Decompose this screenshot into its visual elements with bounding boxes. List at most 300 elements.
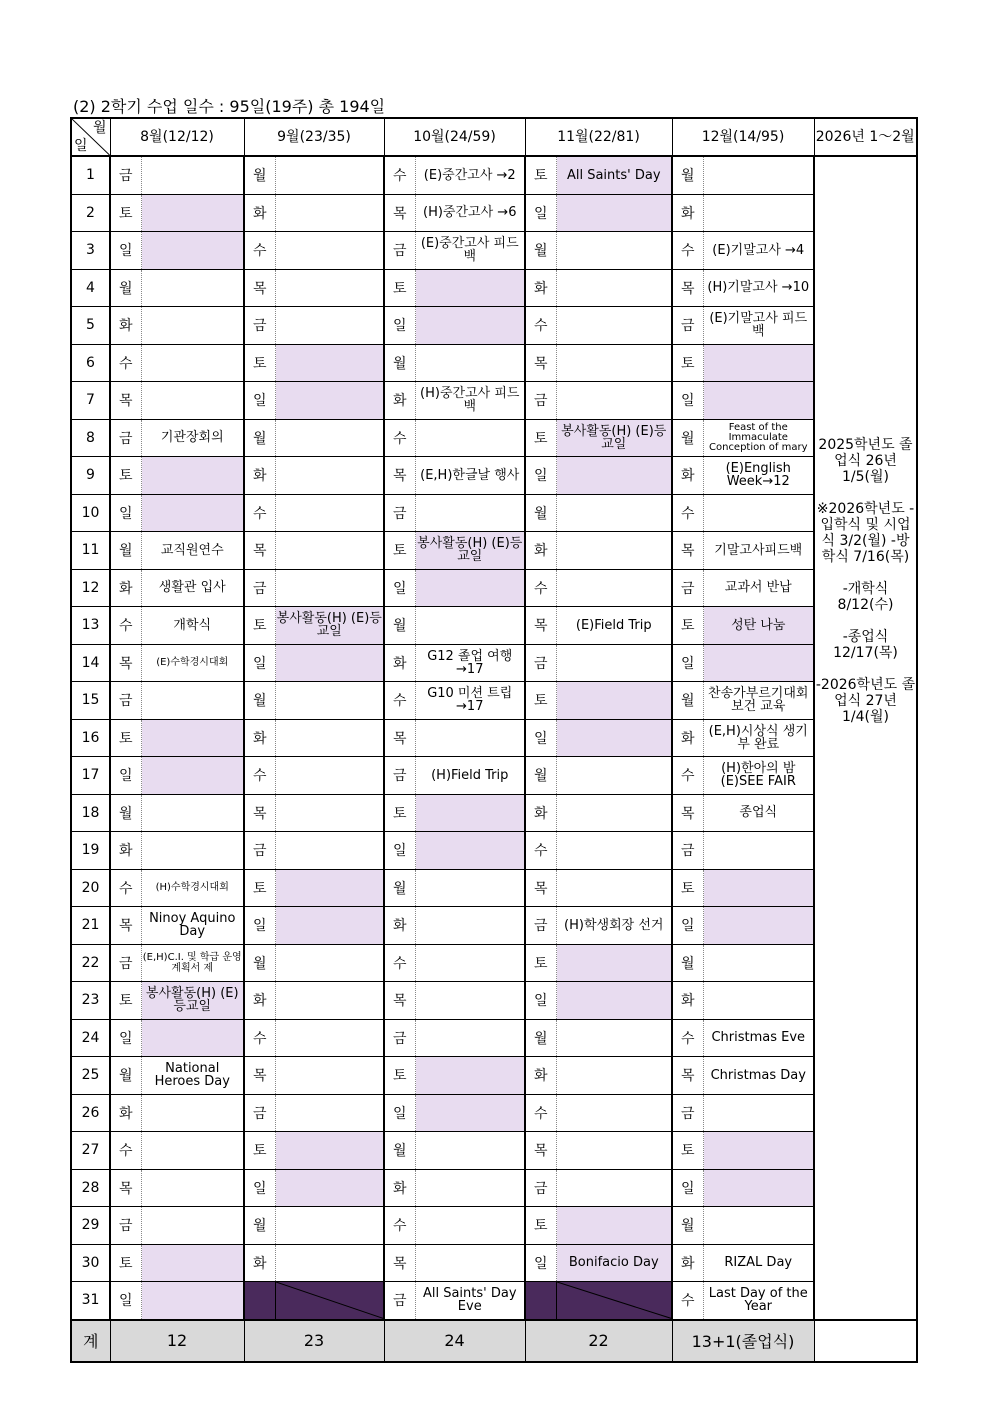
event-cell [141,232,244,270]
event-cell: 기관장회의 [141,419,244,457]
event-cell [141,1132,244,1170]
day-number: 19 [71,832,110,870]
day-number: 25 [71,1057,110,1095]
table-row [71,607,917,645]
event-cell [141,1282,244,1320]
weekday-cell: 목 [525,869,556,907]
weekday-cell: 금 [384,232,415,270]
event-cell [703,344,814,382]
weekday-cell: 월 [110,532,141,570]
event-cell [275,569,384,607]
weekday-cell: 목 [244,794,275,832]
event-cell [556,1207,672,1245]
event-cell [556,757,672,795]
weekday-cell: 목 [384,457,415,495]
table-row [71,1132,917,1170]
weekday-cell: 화 [672,982,703,1020]
event-cell: (H)한아의 밤 (E)SEE FAIR [703,757,814,795]
day-number: 14 [71,644,110,682]
table-row [71,982,917,1020]
weekday-cell: 일 [672,382,703,420]
weekday-cell: 화 [244,719,275,757]
table-row [71,569,917,607]
event-cell [275,907,384,945]
weekday-cell: 토 [110,982,141,1020]
weekday-cell: 수 [384,944,415,982]
event-cell [141,682,244,720]
day-number: 2 [71,194,110,232]
event-cell [556,794,672,832]
weekday-cell: 목 [525,607,556,645]
weekday-cell: 수 [672,757,703,795]
event-cell [141,457,244,495]
weekday-cell: 토 [672,869,703,907]
weekday-cell: 수 [525,569,556,607]
event-cell [556,532,672,570]
weekday-cell: 화 [110,1094,141,1132]
nonexistent-diagonal-line [276,1282,384,1319]
day-number: 6 [71,344,110,382]
event-cell [703,156,814,194]
event-cell [415,869,525,907]
weekday-cell: 월 [244,156,275,194]
weekday-cell: 수 [110,1132,141,1170]
weekday-cell: 월 [672,944,703,982]
weekday-cell: 토 [110,194,141,232]
weekday-cell: 일 [110,1019,141,1057]
weekday-cell: 화 [525,269,556,307]
event-cell [415,1244,525,1282]
weekday-cell: 화 [384,907,415,945]
event-cell [556,719,672,757]
weekday-cell: 일 [244,1169,275,1207]
event-cell [141,1094,244,1132]
event-cell [415,1019,525,1057]
weekday-cell: 화 [525,1057,556,1095]
corner-cell [71,118,110,156]
table-row [71,1019,917,1057]
header-row [71,118,917,156]
weekday-cell: 화 [672,457,703,495]
weekday-cell: 금 [244,1094,275,1132]
day-number: 22 [71,944,110,982]
event-cell: Ninoy Aquino Day [141,907,244,945]
event-cell: (H)Field Trip [415,757,525,795]
weekday-cell: 월 [525,232,556,270]
weekday-cell: 수 [525,832,556,870]
event-cell [556,1019,672,1057]
event-cell [141,832,244,870]
weekday-cell: 수 [244,232,275,270]
table-row [71,757,917,795]
event-cell [275,1207,384,1245]
table-row [71,419,917,457]
event-cell: (E)Field Trip [556,607,672,645]
event-cell: 기말고사피드백 [703,532,814,570]
day-number: 24 [71,1019,110,1057]
weekday-cell: 화 [110,569,141,607]
weekday-cell: 일 [244,644,275,682]
weekday-cell: 목 [110,1169,141,1207]
weekday-cell: 화 [525,532,556,570]
event-cell: 봉사활동(H) (E)등교일 [556,419,672,457]
weekday-cell: 수 [672,494,703,532]
weekday-cell: 월 [384,1132,415,1170]
weekday-cell: 수 [384,682,415,720]
event-cell [141,1244,244,1282]
weekday-cell: 목 [672,532,703,570]
weekday-cell: 금 [384,1019,415,1057]
weekday-cell: 화 [384,1169,415,1207]
event-cell [556,982,672,1020]
table-row [71,719,917,757]
event-cell: Bonifacio Day [556,1244,672,1282]
event-cell [556,344,672,382]
weekday-cell: 수 [672,232,703,270]
weekday-cell: 월 [525,494,556,532]
day-number: 3 [71,232,110,270]
event-cell: (H)기말고사 →10 [703,269,814,307]
event-cell [556,382,672,420]
event-cell [415,832,525,870]
weekday-cell: 일 [672,907,703,945]
weekday-cell: 일 [672,644,703,682]
event-cell [703,1207,814,1245]
weekday-cell: 화 [110,832,141,870]
table-row [71,1169,917,1207]
event-cell [556,457,672,495]
weekday-cell: 금 [110,944,141,982]
event-cell [275,194,384,232]
weekday-cell: 목 [384,719,415,757]
total-sep: 23 [244,1320,384,1362]
weekday-cell: 월 [244,1207,275,1245]
event-cell [703,944,814,982]
event-cell: (E)기말고사 피드백 [703,307,814,345]
event-cell [141,757,244,795]
weekday-cell: 일 [244,382,275,420]
day-number: 31 [71,1282,110,1320]
event-cell [141,494,244,532]
event-cell: (E)English Week→12 [703,457,814,495]
table-row [71,794,917,832]
month-header-sep: 9월(23/35) [244,118,384,156]
event-cell [275,719,384,757]
weekday-cell: 토 [672,607,703,645]
table-row [71,944,917,982]
weekday-cell: 화 [244,982,275,1020]
event-cell: G10 미션 트립 →17 [415,682,525,720]
event-cell [703,907,814,945]
event-cell [275,344,384,382]
event-cell [275,832,384,870]
weekday-cell: 화 [384,644,415,682]
event-cell [275,532,384,570]
weekday-cell: 토 [672,344,703,382]
event-cell: (E)수학경시대회 [141,644,244,682]
event-cell [141,794,244,832]
weekday-cell: 일 [525,457,556,495]
event-cell: (E)기말고사 →4 [703,232,814,270]
weekday-cell: 금 [244,307,275,345]
day-number: 11 [71,532,110,570]
nonexistent-day-cell [556,1282,672,1320]
weekday-cell: 일 [525,1244,556,1282]
event-cell [556,944,672,982]
event-cell [415,719,525,757]
event-cell [141,1169,244,1207]
event-cell [141,719,244,757]
weekday-cell: 수 [110,607,141,645]
weekday-cell: 토 [525,944,556,982]
total-aug: 12 [110,1320,244,1362]
weekday-cell: 월 [672,1207,703,1245]
weekday-cell: 금 [525,907,556,945]
event-cell [275,419,384,457]
total-dec: 13+1(졸업식) [672,1320,814,1362]
weekday-cell: 목 [384,982,415,1020]
event-cell: Last Day of the Year [703,1282,814,1320]
calendar-body [71,156,917,1320]
weekday-cell: 월 [244,419,275,457]
day-number: 26 [71,1094,110,1132]
weekday-cell: 월 [110,269,141,307]
month-header-jan-feb: 2026년 1～2월 [814,118,917,156]
event-cell: (E,H)C.I. 및 학급 운영계획서 제 [141,944,244,982]
weekday-cell: 일 [525,719,556,757]
weekday-cell: 일 [110,1282,141,1320]
weekday-cell: 월 [244,682,275,720]
table-row [71,382,917,420]
weekday-cell: 금 [672,307,703,345]
event-cell [415,1094,525,1132]
table-row [71,532,917,570]
day-number: 15 [71,682,110,720]
weekday-cell: 수 [244,757,275,795]
event-cell: (H)수학경시대회 [141,869,244,907]
weekday-cell: 금 [672,569,703,607]
event-cell [415,944,525,982]
weekday-cell: 목 [110,907,141,945]
day-number: 23 [71,982,110,1020]
day-number: 10 [71,494,110,532]
table-row [71,907,917,945]
weekday-cell: 금 [244,832,275,870]
weekday-cell: 토 [525,682,556,720]
weekday-cell: 월 [384,344,415,382]
table-row [71,194,917,232]
weekday-cell: 일 [110,494,141,532]
weekday-cell: 토 [244,607,275,645]
weekday-cell: 목 [244,269,275,307]
weekday-cell: 토 [525,156,556,194]
weekday-cell: 수 [384,156,415,194]
table-row [71,1057,917,1095]
weekday-cell: 목 [110,382,141,420]
weekday-cell: 금 [384,494,415,532]
weekday-cell: 수 [525,1094,556,1132]
event-cell [703,1132,814,1170]
weekday-cell: 금 [110,156,141,194]
day-number: 8 [71,419,110,457]
total-label: 계 [71,1320,110,1362]
table-row [71,1282,917,1320]
weekday-cell: 월 [672,156,703,194]
weekday-cell: 화 [525,794,556,832]
event-cell [556,269,672,307]
event-cell [415,794,525,832]
event-cell [275,1169,384,1207]
event-cell: National Heroes Day [141,1057,244,1095]
event-cell: (E,H)한글날 행사 [415,457,525,495]
event-cell [556,1057,672,1095]
weekday-cell: 일 [525,194,556,232]
day-number: 9 [71,457,110,495]
total-row [71,1320,917,1362]
event-cell [141,156,244,194]
nonexistent-day-cell [525,1282,556,1320]
weekday-cell: 월 [672,419,703,457]
event-cell [703,382,814,420]
event-cell: 봉사활동(H) (E)등교일 [415,532,525,570]
day-number: 17 [71,757,110,795]
weekday-cell: 금 [672,832,703,870]
weekday-cell: 수 [672,1019,703,1057]
total-nov: 22 [525,1320,672,1362]
weekday-cell: 수 [672,1282,703,1320]
weekday-cell: 월 [525,757,556,795]
event-cell: 찬송가부르기대회 보건 교육 [703,682,814,720]
weekday-cell: 금 [672,1094,703,1132]
weekday-cell: 수 [384,1207,415,1245]
weekday-cell: 일 [384,1094,415,1132]
total-jan-empty [814,1320,917,1362]
event-cell [415,269,525,307]
month-header-oct: 10월(24/59) [384,118,525,156]
event-cell [703,494,814,532]
weekday-cell: 토 [384,532,415,570]
event-cell: Feast of the Immaculate Conception of mary [703,419,814,457]
weekday-cell: 토 [110,719,141,757]
day-number: 21 [71,907,110,945]
weekday-cell: 토 [244,869,275,907]
event-cell [275,944,384,982]
month-header-dec: 12월(14/95) [672,118,814,156]
table-row [71,869,917,907]
weekday-cell: 수 [110,344,141,382]
weekday-cell: 수 [525,307,556,345]
weekday-cell: 금 [110,1207,141,1245]
weekday-cell: 월 [110,1057,141,1095]
weekday-cell: 토 [384,1057,415,1095]
weekday-cell: 목 [672,269,703,307]
event-cell [556,832,672,870]
weekday-cell: 수 [384,419,415,457]
weekday-cell: 화 [384,382,415,420]
event-cell: Christmas Day [703,1057,814,1095]
month-header-nov: 11월(22/81) [525,118,672,156]
corner-day-label: 일 [74,138,88,154]
event-cell [275,1019,384,1057]
event-cell [556,1132,672,1170]
event-cell [275,757,384,795]
nonexistent-day-cell [275,1282,384,1320]
table-row [71,269,917,307]
event-cell: (E,H)시상식 생기부 완료 [703,719,814,757]
weekday-cell: 금 [384,1282,415,1320]
weekday-cell: 토 [525,419,556,457]
table-row [71,644,917,682]
event-cell: 교직원연수 [141,532,244,570]
event-cell [275,1094,384,1132]
month-header-aug: 8월(12/12) [110,118,244,156]
weekday-cell: 일 [384,832,415,870]
event-cell [275,1244,384,1282]
event-cell [556,569,672,607]
event-cell [275,457,384,495]
weekday-cell: 토 [244,1132,275,1170]
page-title: (2) 2학기 수업 일수 : 95일(19주) 총 194일 [73,97,386,116]
event-cell [275,307,384,345]
weekday-cell: 일 [672,1169,703,1207]
event-cell [415,344,525,382]
event-cell [141,382,244,420]
event-cell: 교과서 반납 [703,569,814,607]
event-cell [703,194,814,232]
weekday-cell: 월 [672,682,703,720]
event-cell [275,869,384,907]
weekday-cell: 월 [384,607,415,645]
corner-month-label: 월 [92,120,107,136]
event-cell [556,682,672,720]
event-cell: (H)중간고사 →6 [415,194,525,232]
weekday-cell: 금 [244,569,275,607]
weekday-cell: 목 [244,532,275,570]
event-cell: All Saints' Day [556,156,672,194]
day-number: 28 [71,1169,110,1207]
event-cell [141,1207,244,1245]
event-cell [415,982,525,1020]
event-cell [556,307,672,345]
event-cell [703,869,814,907]
event-cell [703,1094,814,1132]
weekday-cell: 수 [110,869,141,907]
table-row [71,682,917,720]
event-cell [415,419,525,457]
table-row [71,344,917,382]
day-number: 13 [71,607,110,645]
weekday-cell: 목 [525,1132,556,1170]
weekday-cell: 화 [244,1244,275,1282]
day-number: 27 [71,1132,110,1170]
weekday-cell: 토 [525,1207,556,1245]
table-row [71,1094,917,1132]
event-cell [275,644,384,682]
weekday-cell: 일 [110,757,141,795]
event-cell: RIZAL Day [703,1244,814,1282]
event-cell [415,307,525,345]
event-cell [275,1057,384,1095]
event-cell: Christmas Eve [703,1019,814,1057]
weekday-cell: 수 [244,1019,275,1057]
weekday-cell: 토 [110,1244,141,1282]
day-number: 20 [71,869,110,907]
day-number: 12 [71,569,110,607]
event-cell [275,232,384,270]
event-cell [275,682,384,720]
event-cell: 봉사활동(H) (E)등교일 [275,607,384,645]
event-cell [141,269,244,307]
